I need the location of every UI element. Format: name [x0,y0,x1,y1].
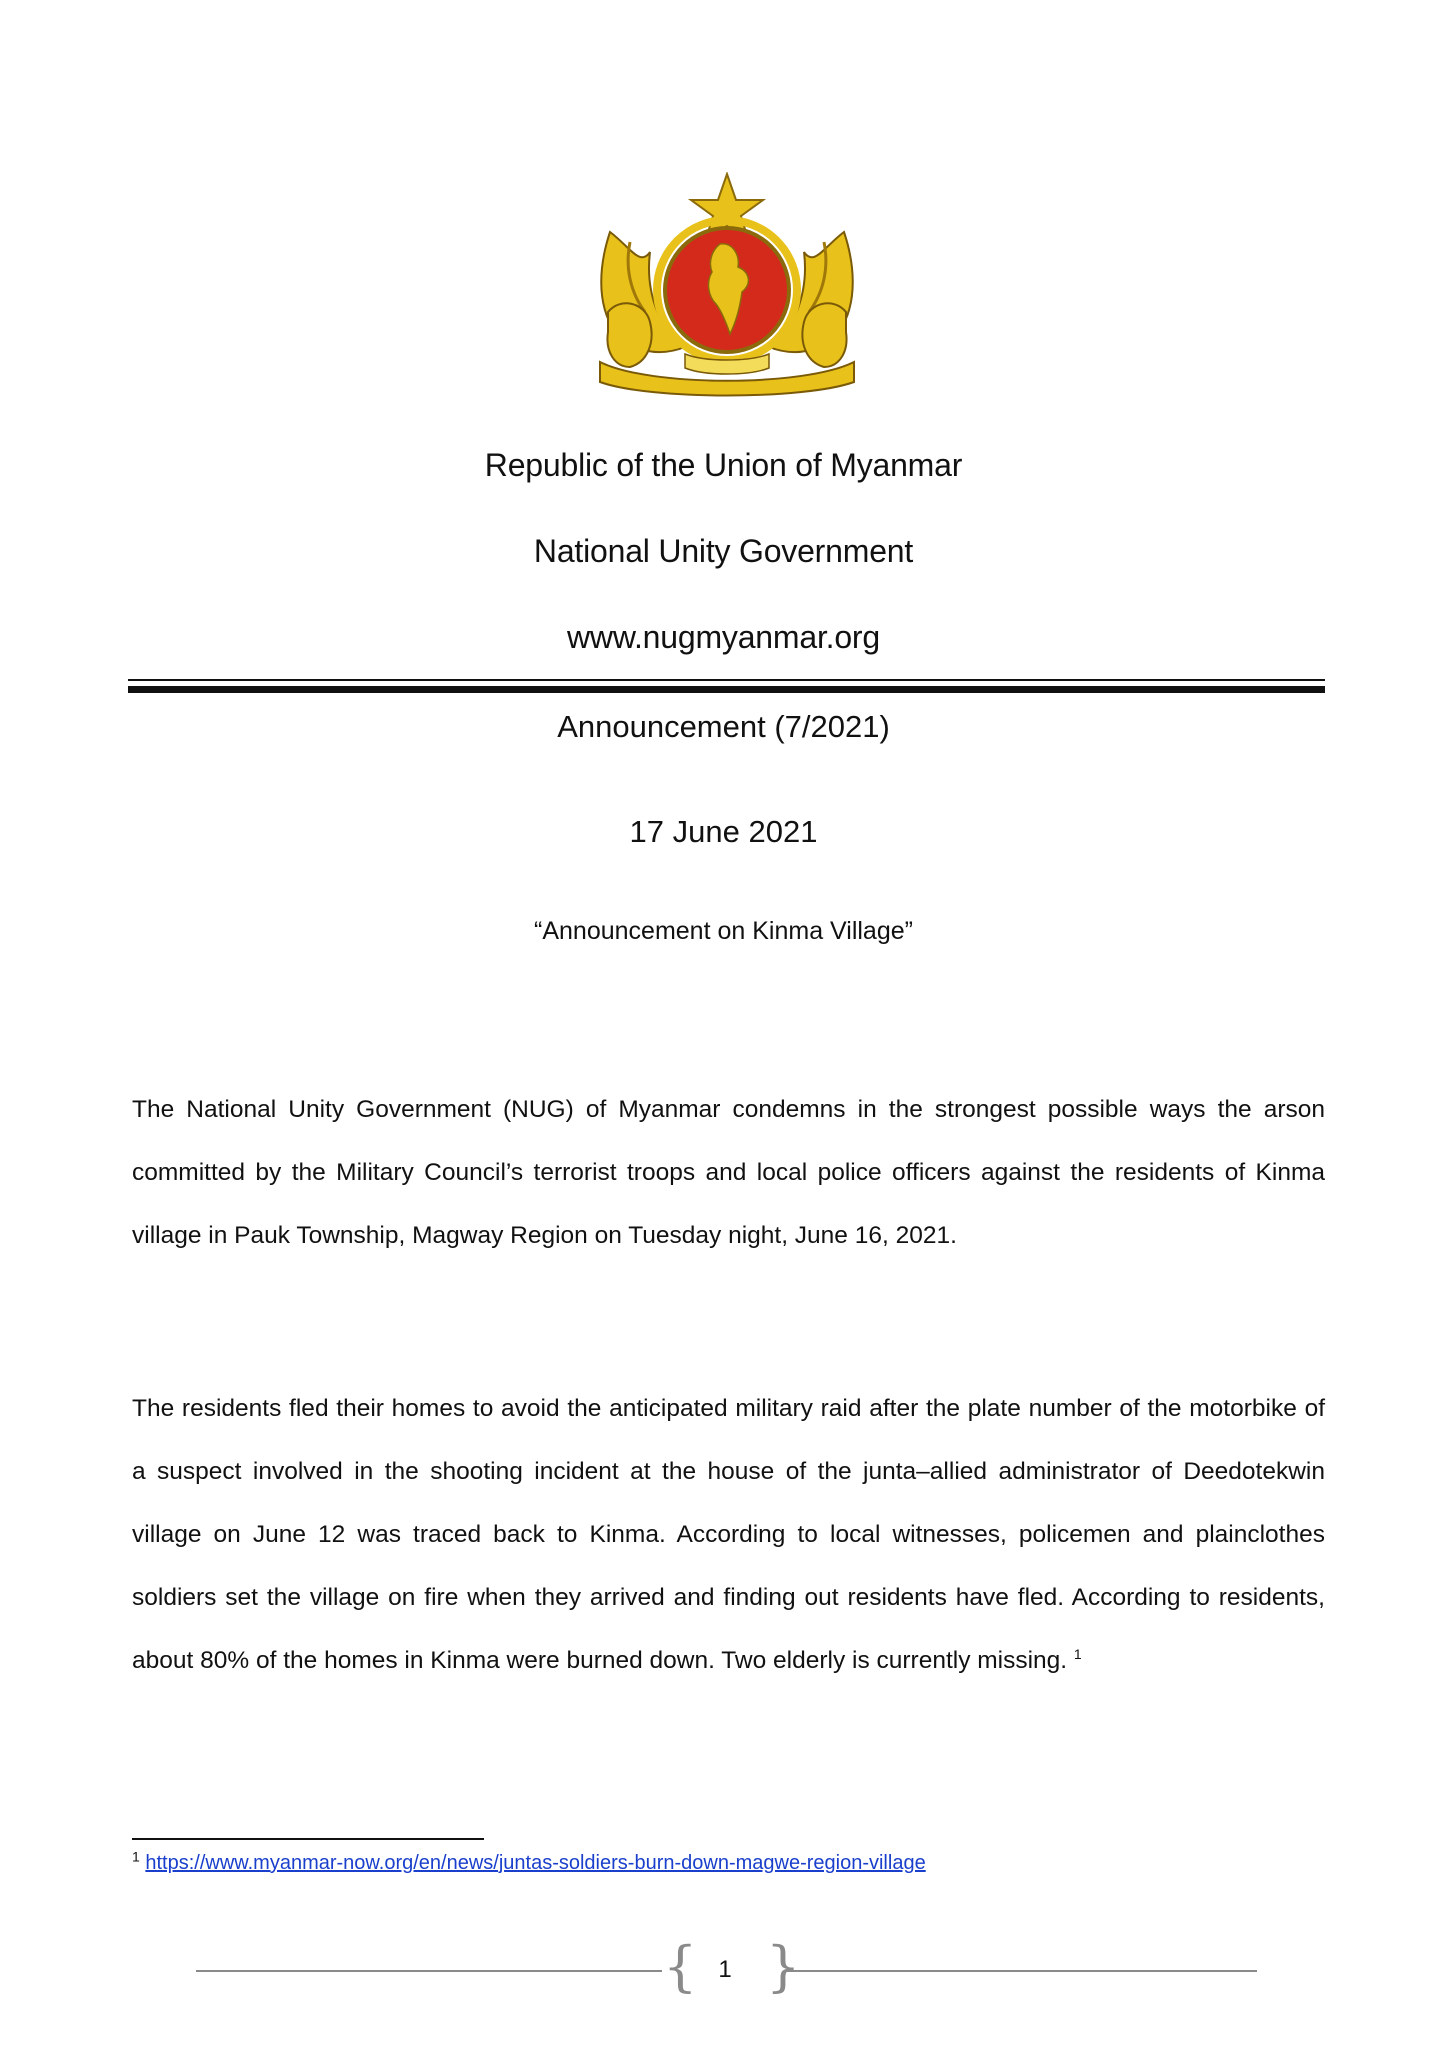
state-seal-emblem-icon [590,172,864,400]
header-divider-thick [128,686,1325,693]
footnote-divider [132,1838,484,1840]
government-name: National Unity Government [533,533,914,569]
country-name: Republic of the Union of Myanmar [484,447,963,483]
website-url: www.nugmyanmar.org [567,619,880,655]
footer-line-right [787,1970,1257,1972]
right-brace-icon: } [766,1935,801,1998]
header-divider-thin [128,679,1325,681]
footnote-link[interactable]: https://www.myanmar-now.org/en/news/juntas-soldiers-burn-down-magwe-region-village [145,1852,926,1874]
footnote-marker: 1 [132,1848,140,1865]
body-paragraph-1 [132,1078,1325,1267]
paragraph-1-text: The National Unity Government (NUG) of Myanmar condemns in the strongest possible ways the arson committed by the Military Council’s terrorist troops and local police officers against the residents of Kinma village in Pauk Township, Magway Region on Tuesday night, June 16, 2021. [132,1096,1325,1249]
paragraph-2-text: The residents fled their homes to avoid the anticipated military raid after the plate number of the motorbike of a suspect involved in the shooting incident at the house of the junta–allied administrator of Deedotekwin village on June 12 was traced back to Kinma. According to local witnesses, policemen and plainclothes soldiers set the village on fire when they arrived and finding out residents have fled. According to residents, about 80% of the homes in Kinma were burned down. Two elderly is currently missing. [132,1395,1325,1674]
announcement-date: 17 June 2021 [629,814,818,849]
footer-line-left [196,1970,662,1972]
footnote-reference[interactable]: 1 [1073,1645,1082,1662]
announcement-number: Announcement (7/2021) [557,709,890,744]
footnote [132,1848,926,1875]
body-paragraph-2 [132,1377,1325,1692]
page-number: 1 [718,1956,732,1983]
left-brace-icon: { [663,1935,698,1998]
announcement-subject: “Announcement on Kinma Village” [534,917,913,945]
